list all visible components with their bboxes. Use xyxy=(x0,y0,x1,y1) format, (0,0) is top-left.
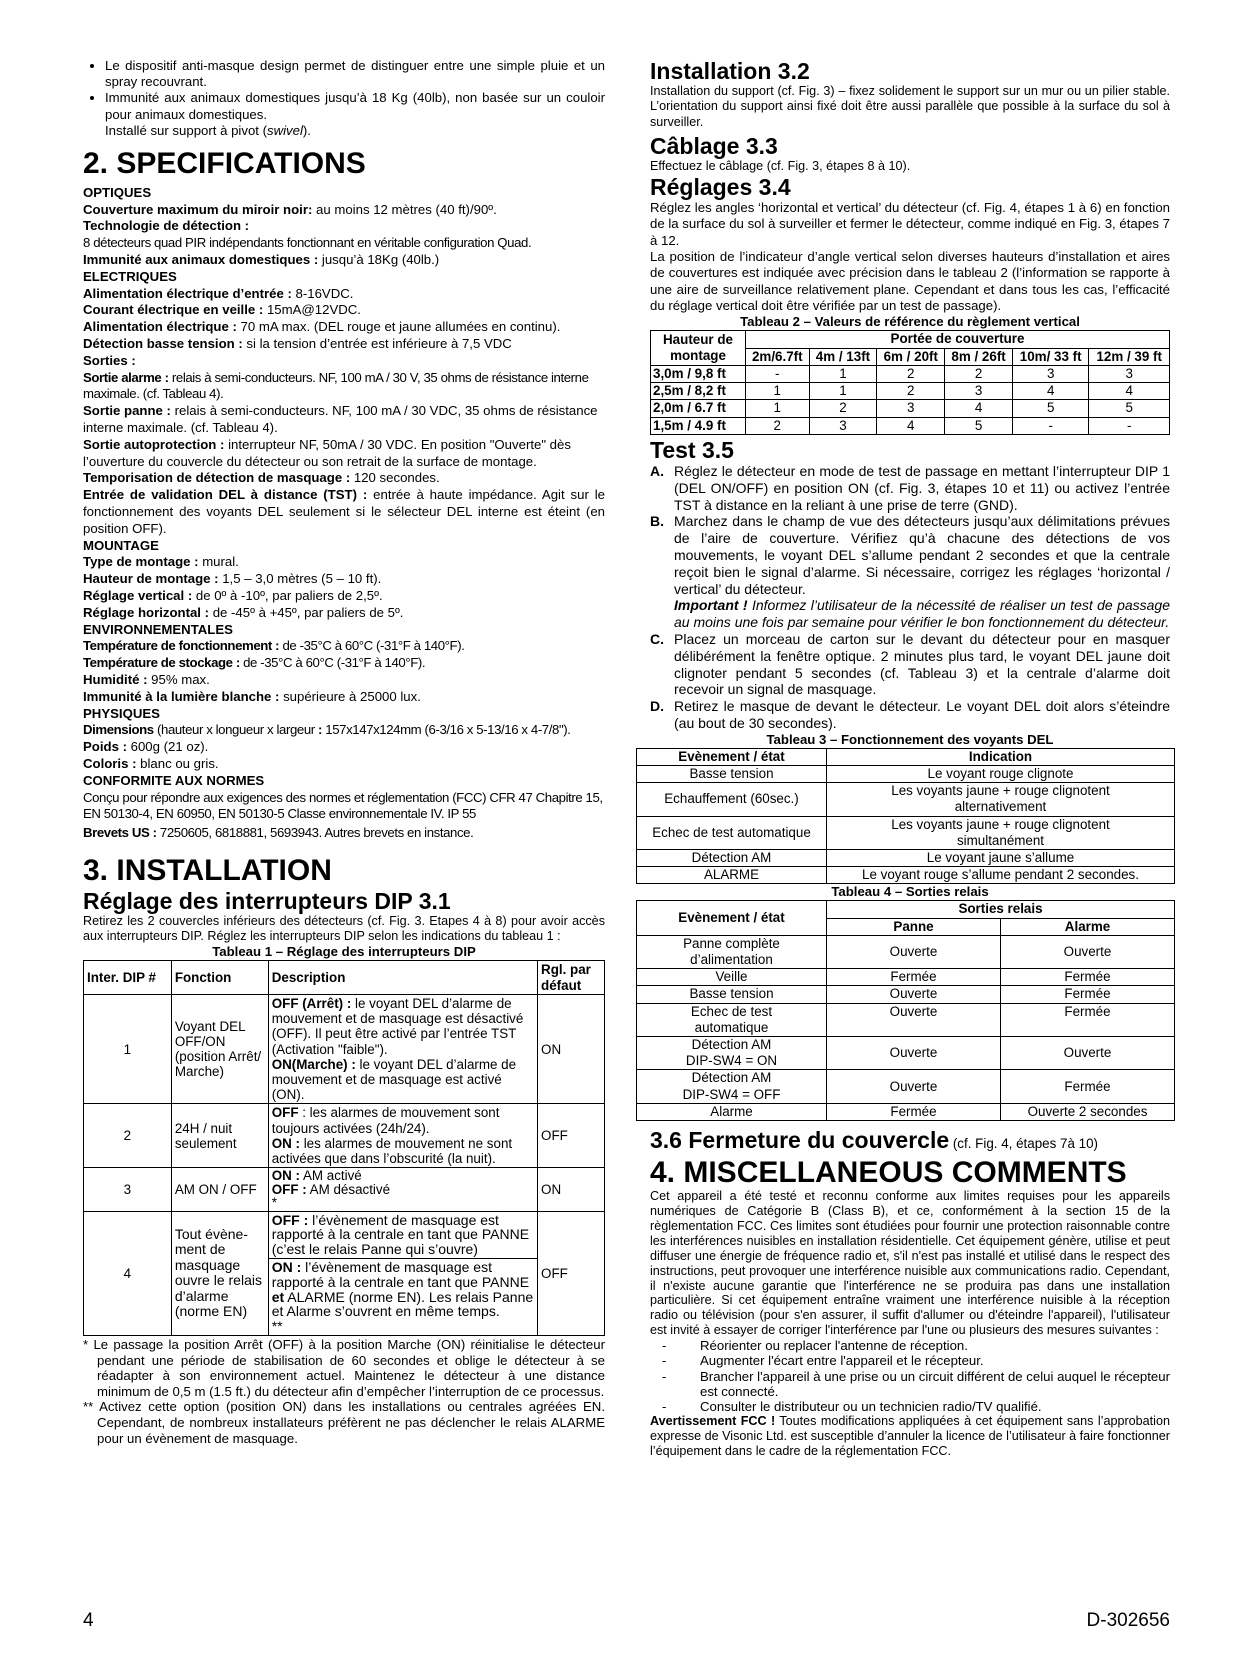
table-cell: Echauffement (60sec.) xyxy=(637,783,827,816)
table-row xyxy=(651,365,1170,382)
test-step-c xyxy=(650,631,1170,698)
table-cell xyxy=(268,1168,537,1212)
table-cell: Détection AM DIP-SW4 = ON xyxy=(637,1037,827,1070)
installation-32-text: Installation du support (cf. Fig. 3) – fixez solidement le support sur un mur ou un pilier stable. L’orientation du support ainsi fixé doit être aussi parallèle que possible à la surface du sol à surveiller. xyxy=(650,84,1170,129)
table-cell: 24H / nuit seulement xyxy=(171,1104,268,1168)
row-header: 2,0m / 6.7 ft xyxy=(651,400,746,417)
table-row xyxy=(637,935,1175,968)
table-cell xyxy=(268,1104,537,1168)
table-cell: ON xyxy=(538,994,605,1103)
table4-caption: Tableau 4 – Sorties relais xyxy=(831,884,989,900)
table-row xyxy=(637,969,1175,986)
table-cell: 5 xyxy=(1089,400,1170,417)
header-cell: Alarme xyxy=(1001,918,1175,935)
table-cell: Ouverte xyxy=(1001,1037,1175,1070)
dip-table xyxy=(83,960,605,1336)
spec-group-optiques: OPTIQUES xyxy=(83,184,152,200)
spec-horizontal-adjust xyxy=(83,605,605,622)
step-letter: B. xyxy=(650,513,664,530)
dash-marker: - xyxy=(662,1338,667,1354)
cell-bold: et xyxy=(271,1288,285,1305)
table-cell: 2 xyxy=(877,383,945,400)
spec-colon: : xyxy=(318,722,323,738)
list-item: • Le dispositif anti-masque design permet de distinguer entre une simple pluie et un spray recouvrant. xyxy=(105,58,605,90)
table-cell: Les voyants jaune + rouge clignotent simultanément xyxy=(827,816,1175,849)
spec-label: Sortie autoprotection : xyxy=(83,436,225,452)
step-letter: C. xyxy=(650,631,664,648)
spec-label: Réglage horizontal : xyxy=(83,604,210,620)
spec-label: Sortie alarme : xyxy=(83,369,169,385)
table-cell: - xyxy=(1089,417,1170,434)
table-cell: Panne complète d’alimentation xyxy=(637,935,827,968)
spec-mount-height xyxy=(83,571,605,588)
table-cell: Le voyant rouge clignote xyxy=(827,766,1175,783)
cover-closing-title: 3.6 Fermeture du couvercle xyxy=(650,1127,950,1154)
table-row xyxy=(84,1211,605,1335)
table-cell: Voyant DEL OFF/ON (position Arrêt/ Marche) xyxy=(171,994,268,1103)
measure-text: Augmenter l'écart entre l'appareil et le récepteur. xyxy=(700,1353,984,1369)
spec-power xyxy=(83,319,605,336)
measure-text: Consulter le distributeur ou un technicien radio/TV qualifié. xyxy=(700,1398,1042,1414)
table-cell: 1 xyxy=(84,994,172,1103)
cell-bold: OFF : xyxy=(271,1211,309,1228)
important-label: Important ! xyxy=(674,597,748,614)
table-cell: OFF xyxy=(538,1211,605,1335)
spec-value: blanc ou gris. xyxy=(136,755,219,771)
table-cell: Ouverte xyxy=(827,935,1001,968)
spec-mask-delay xyxy=(83,470,605,487)
table-row xyxy=(637,867,1175,884)
header-cell: Description xyxy=(268,961,537,994)
dash-marker: - xyxy=(662,1353,667,1369)
table-row xyxy=(651,417,1170,434)
list-item xyxy=(650,1399,1170,1414)
table-cell: Le voyant rouge s’allume pendant 2 secondes. xyxy=(827,867,1175,884)
swivel-text: Installé sur support à pivot ( xyxy=(105,122,267,138)
table-header-row xyxy=(84,961,605,994)
spec-value: de 0º à -10º, par paliers de 2,5º. xyxy=(192,587,383,603)
spec-label: Alimentation électrique : xyxy=(83,319,237,335)
header-cell: 12m / 39 ft xyxy=(1089,348,1170,365)
cell-text: AM désactivé xyxy=(306,1181,391,1197)
spec-label: Hauteur de montage : xyxy=(83,571,219,587)
table-cell: Basse tension xyxy=(637,986,827,1003)
test-heading: Test 3.5 xyxy=(650,437,734,464)
table-row xyxy=(637,1037,1175,1070)
table2-caption: Tableau 2 – Valeurs de référence du règlement vertical xyxy=(740,314,1080,330)
spec-input-power xyxy=(83,286,605,303)
table-cell: Ouverte xyxy=(827,1003,1001,1036)
row-header: 3,0m / 9,8 ft xyxy=(651,365,746,382)
table-cell: 4 xyxy=(84,1211,172,1335)
spec-patents xyxy=(83,825,605,842)
table-header-row xyxy=(637,901,1175,918)
spec-heading: 2. SPECIFICATIONS xyxy=(83,146,366,180)
important-text: Informez l’utilisateur de la nécessité de réaliser un test de passage au moins une fois par semaine pour vérifier le bon fonctionnement du détecteur. xyxy=(674,597,1170,631)
table-cell: Détection AM xyxy=(637,850,827,867)
table-cell: 3 xyxy=(877,400,945,417)
measure-text: Réorienter ou replacer l'antenne de réception. xyxy=(700,1338,968,1354)
table-cell: 2 xyxy=(84,1104,172,1168)
table-header-row xyxy=(637,748,1175,765)
table-cell: Ouverte 2 secondes xyxy=(1001,1103,1175,1120)
spec-weight xyxy=(83,739,605,756)
relay-table xyxy=(636,900,1175,1121)
header-cell: 8m / 26ft xyxy=(945,348,1013,365)
swivel-end: ). xyxy=(302,122,311,138)
cover-closing-ref: (cf. Fig. 4, étapes 7à 10) xyxy=(949,1136,1098,1152)
header-cell: Inter. DIP # xyxy=(84,961,172,994)
table-row xyxy=(637,986,1175,1003)
spec-label: Courant électrique en veille : xyxy=(83,302,264,318)
header-cell: 2m/6.7ft xyxy=(746,348,810,365)
test-step-a xyxy=(650,463,1170,513)
cabling-heading: Câblage 3.3 xyxy=(650,132,778,159)
spec-op-temp xyxy=(83,638,605,655)
table-row xyxy=(84,994,605,1103)
footnote-2 xyxy=(83,1399,605,1446)
installation-heading: 3. INSTALLATION xyxy=(83,853,332,887)
table-cell: Fermée xyxy=(827,1103,1001,1120)
header-cell: Evènement / état xyxy=(637,901,827,935)
dash-marker: - xyxy=(662,1368,667,1384)
spec-label: Humidité : xyxy=(83,671,148,687)
spec-conformity: Conçu pour répondre aux exigences des normes et réglementation (FCC) CFR 47 Chapitre 15, EN 50130-4, EN 60950, EN 50130-5 Classe environnementale IV. IP 55 xyxy=(83,789,603,822)
spec-value: si la tension d’entrée est inférieure à 7,5 VDC xyxy=(242,335,512,351)
table-cell: Détection AM DIP-SW4 = OFF xyxy=(637,1070,827,1103)
dip4-on-block xyxy=(269,1259,537,1335)
table-cell: 1 xyxy=(746,400,810,417)
cover-closing-heading xyxy=(650,1127,1170,1157)
fcc-warning-text: Toutes modifications appliquées à cet équipement sans l’approbation expresse de Visonic Ltd. est susceptible d’annuler la licence de l’utilisateur à faire fonctionner l’équipement dans le cadre de la réglementation FCC. xyxy=(650,1414,1170,1458)
table-cell: ON xyxy=(538,1168,605,1212)
spec-tech-value: 8 détecteurs quad PIR indépendants fonctionnant en véritable configuration Quad. xyxy=(83,235,532,251)
table-cell: Tout évène-ment de masquage ouvre le relais d’alarme (norme EN) xyxy=(171,1211,268,1335)
footnote-text: Activez cette option (position ON) dans les installations ou centrales agréées EN. Cependant, de nombreux installateurs préfèrent ne pas déclencher le relais ALARME pour un évènement de masquage. xyxy=(97,1399,605,1446)
cell-bold: OFF xyxy=(271,1105,299,1121)
dip4-off-block xyxy=(269,1212,537,1259)
table-row xyxy=(637,850,1175,867)
table-row xyxy=(651,383,1170,400)
spec-low-voltage xyxy=(83,336,605,353)
cell-bold: ON : xyxy=(271,1259,302,1276)
table-cell: Alarme xyxy=(637,1103,827,1120)
footnote-marker: * xyxy=(271,1195,277,1211)
header-cell: 6m / 20ft xyxy=(877,348,945,365)
dip-heading: Réglage des interrupteurs DIP 3.1 xyxy=(83,887,451,914)
table-row xyxy=(651,400,1170,417)
header-cell: Evènement / état xyxy=(637,748,827,765)
spec-outputs-label: Sorties : xyxy=(83,352,136,368)
table-header-row xyxy=(651,331,1170,348)
table-row xyxy=(637,1103,1175,1120)
cell-bold: ON(Marche) : xyxy=(271,1056,356,1072)
spec-value: 70 mA max. (DEL rouge et jaune allumées en continu). xyxy=(236,319,561,335)
fcc-warning-label: Avertissement FCC ! xyxy=(650,1414,776,1429)
cell-text: les alarmes de mouvement ne sont activées que dans l’obscurité (la nuit). xyxy=(271,1135,513,1166)
header-cell: 10m/ 33 ft xyxy=(1013,348,1089,365)
footnote-marker: ** xyxy=(271,1318,283,1335)
row-header: 1,5m / 4.9 ft xyxy=(651,417,746,434)
right-column xyxy=(650,58,1170,1459)
cell-bold: OFF : xyxy=(271,1181,307,1197)
table-cell: Ouverte xyxy=(827,986,1001,1003)
spec-value: de -35°C à 60°C (-31°F à 140°F). xyxy=(279,638,465,654)
spec-value: 157x147x124mm (6-3/16 x 5-13/16 x 4-7/8"). xyxy=(322,722,571,738)
spec-alarm-output xyxy=(83,370,605,404)
table-cell: 3 xyxy=(84,1168,172,1212)
table-cell: Fermée xyxy=(1001,986,1175,1003)
table3-caption: Tableau 3 – Fonctionnement des voyants DEL xyxy=(766,731,1054,747)
table-cell: 4 xyxy=(877,417,945,434)
spec-value: 95% max. xyxy=(147,671,210,687)
table-cell: Les voyants jaune + rouge clignotent alternativement xyxy=(827,783,1175,816)
table-row xyxy=(637,783,1175,816)
led-table xyxy=(636,748,1175,885)
table-cell: AM ON / OFF xyxy=(171,1168,268,1212)
table-cell: Fermée xyxy=(1001,969,1175,986)
footnote-marker: ** xyxy=(83,1399,94,1415)
spec-value: relais à semi-conducteurs. NF, 100 mA / 30 V, 35 ohms de résistance interne maximale. (cf. Tableau 4). xyxy=(83,369,589,402)
spec-value: entrée à haute impédance. Agit sur le fonctionnement des voyants DEL seulement si le sélecteur DEL interne est éteint (en position OFF). xyxy=(83,487,605,536)
swivel-note xyxy=(83,123,605,139)
misc-measures xyxy=(650,1338,1170,1414)
table-row xyxy=(637,1070,1175,1103)
spec-value: 15mA@12VDC. xyxy=(263,302,361,318)
table-cell: Veille xyxy=(637,969,827,986)
spec-value: supérieure à 25000 lux. xyxy=(279,688,421,704)
spec-label: Alimentation électrique d’entrée : xyxy=(83,285,292,301)
spec-label: Temporisation de détection de masquage : xyxy=(83,470,351,486)
dip-intro: Retirez les 2 couvercles inférieurs des détecteurs (cf. Fig. 3. Etapes 4 à 8) pour avoir accès aux interrupteurs DIP. Réglez les interrupteurs DIP selon les indications du tableau 1 : xyxy=(83,913,605,944)
spec-group-mountage: MOUNTAGE xyxy=(83,537,159,553)
intro-bullets xyxy=(83,58,605,123)
table-cell xyxy=(268,994,537,1103)
spec-trouble-output xyxy=(83,403,605,437)
footnote-marker: * xyxy=(83,1337,89,1352)
table-cell: 3 xyxy=(809,417,877,434)
header-cell: Fonction xyxy=(171,961,268,994)
table-cell: Fermée xyxy=(1001,1070,1175,1103)
cell-text: le voyant DEL d’alarme de mouvement et de masquage est activé (ON). xyxy=(271,1056,517,1103)
table-cell: 3 xyxy=(945,383,1013,400)
spec-color xyxy=(83,756,605,773)
spec-section xyxy=(83,185,605,842)
spec-value: mural. xyxy=(198,554,239,570)
table-row xyxy=(84,1168,605,1212)
table-cell: 2 xyxy=(877,365,945,382)
step-text: Réglez le détecteur en mode de test de passage en mettant l’interrupteur DIP 1 (DEL ON/OFF) en position ON (cf. Fig. 3, étapes 10 et 11) ou activez l’entrée TST à distance en la reliant à une prise de terre (GND). xyxy=(674,463,1170,513)
header-cell: Rgl. par défaut xyxy=(538,961,605,994)
cabling-text: Effectuez le câblage (cf. Fig. 3, étapes 8 à 10). xyxy=(650,158,911,173)
header-cell: Indication xyxy=(827,748,1175,765)
spec-label: Sortie panne : xyxy=(83,403,171,419)
table-cell: 4 xyxy=(1089,383,1170,400)
table-cell: Ouverte xyxy=(1001,935,1175,968)
spec-value: 600g (21 oz). xyxy=(126,739,209,755)
table-cell: Fermée xyxy=(1001,1003,1175,1036)
table-cell: 2 xyxy=(746,417,810,434)
spec-humidity xyxy=(83,672,605,689)
cell-text: l’évènement de masquage est rapporté à la centrale en tant que PANNE xyxy=(271,1259,530,1290)
swivel-em: swivel xyxy=(267,122,303,138)
table1-caption: Tableau 1 – Réglage des interrupteurs DIP xyxy=(212,944,476,960)
cell-text: l’évènement de masquage est rapporté à la centrale en tant que PANNE (c’est le relais Panne qui s’ouvre) xyxy=(271,1211,530,1258)
spec-value: de -35°C à 60°C (-31°F à 140°F). xyxy=(239,655,426,671)
spec-standby xyxy=(83,302,605,319)
measure-text: Brancher l'appareil à une prise ou un circuit différent de celui auquel le récepteur est connecté. xyxy=(700,1368,1170,1399)
table-row xyxy=(637,816,1175,849)
spec-label: Température de stockage : xyxy=(83,655,240,671)
table-cell: Le voyant jaune s’allume xyxy=(827,850,1175,867)
table-cell: - xyxy=(1013,417,1089,434)
spec-white-light xyxy=(83,689,605,706)
step-text: Marchez dans le champ de vue des détecteurs jusqu’aux délimitations prévues de l’aire de couverture. Vérifiez qu’à chacune des détections de vos mouvements, le voyant DEL s’allume pendant 2 secondes et que la centrale reçoit bien le signal d’alarme. Si nécessaire, corrigez les réglages ‘horizontal / vertical’ du détecteur. xyxy=(674,513,1170,597)
spec-label: Type de montage : xyxy=(83,554,199,570)
spec-label: Détection basse tension : xyxy=(83,335,243,351)
header-cell: Panne xyxy=(827,918,1001,935)
spec-value: au moins 12 mètres (40 ft)/90º. xyxy=(312,201,497,217)
spec-label: Dimensions xyxy=(83,722,154,738)
cell-text: le voyant DEL d’alarme de mouvement et de masquage est désactivé (OFF). Il peut être activé par l’entrée TST (Activation "faible"). xyxy=(271,995,524,1057)
spec-dimensions xyxy=(83,722,605,739)
table-row xyxy=(637,1003,1175,1036)
table-cell: Echec de test automatique xyxy=(637,1003,827,1036)
spec-value: de -45º à +45º, par paliers de 5º. xyxy=(209,604,404,620)
step-text: Placez un morceau de carton sur le devant du détecteur pour en masquer délibérément la fenêtre optique. 2 minutes plus tard, le voyant DEL jaune doit clignoter pendant 5 secondes (cf. Tableau 3) et la centrale d’alarme doit recevoir un signal de masquage. xyxy=(674,631,1170,698)
spec-value: 120 secondes. xyxy=(350,470,440,486)
list-item xyxy=(650,1338,1170,1353)
table-cell: 3 xyxy=(1089,365,1170,382)
adjustments-heading: Réglages 3.4 xyxy=(650,174,791,201)
spec-label: Brevets US : xyxy=(83,825,157,841)
cell-bold: ON : xyxy=(271,1168,300,1184)
spec-label: Couverture maximum du miroir noir: xyxy=(83,201,313,217)
installation-32-heading: Installation 3.2 xyxy=(650,58,810,84)
row-header: 2,5m / 8,2 ft xyxy=(651,383,746,400)
spec-tst-input xyxy=(83,487,605,537)
test-steps xyxy=(650,463,1170,732)
footnotes xyxy=(83,1337,605,1446)
spec-group-phys: PHYSIQUES xyxy=(83,705,160,721)
step-letter: A. xyxy=(650,463,664,480)
cell-bold: ON : xyxy=(271,1135,300,1151)
spec-value: 8-16VDC. xyxy=(291,285,354,301)
list-item: • Immunité aux animaux domestiques jusqu’à 18 Kg (40lb), non basée sur un couloir pour animaux domestiques. xyxy=(105,90,605,122)
table-cell: Ouverte xyxy=(827,1070,1001,1103)
spec-group-electriques: ELECTRIQUES xyxy=(83,268,177,284)
header-cell: Sorties relais xyxy=(827,901,1175,918)
table-cell: 1 xyxy=(809,365,877,382)
table-cell: Fermée xyxy=(827,969,1001,986)
footnote-1 xyxy=(83,1337,605,1399)
table-cell: 2 xyxy=(945,365,1013,382)
test-step-b xyxy=(650,513,1170,631)
spec-value: (hauteur x longueur x largeur xyxy=(153,722,319,738)
cell-text: ALARME (norme EN). Les relais Panne et Alarme s’ouvrent en même temps. xyxy=(271,1288,534,1320)
spec-storage-temp xyxy=(83,655,605,672)
table-cell: - xyxy=(746,365,810,382)
table-cell: Echec de test automatique xyxy=(637,816,827,849)
table-cell: OFF xyxy=(538,1104,605,1168)
spec-label: Réglage vertical : xyxy=(83,587,193,603)
spec-group-env: ENVIRONNEMENTALES xyxy=(83,621,233,637)
table-row xyxy=(84,1104,605,1168)
cell-text: : les alarmes de mouvement sont toujours activées (24h/24). xyxy=(271,1105,500,1136)
spec-vertical-adjust xyxy=(83,588,605,605)
vertical-reference-table xyxy=(650,330,1170,435)
misc-heading: 4. MISCELLANEOUS COMMENTS xyxy=(650,1156,1127,1190)
page-number: 4 xyxy=(83,1610,94,1631)
spec-tamper-output xyxy=(83,437,605,471)
table-cell: Basse tension xyxy=(637,766,827,783)
header-cell: Hauteur de montage xyxy=(651,331,746,366)
document-code: D-302656 xyxy=(1086,1610,1170,1631)
cell-bold: OFF (Arrêt) : xyxy=(271,995,352,1011)
spec-tech-label: Technologie de détection : xyxy=(83,218,250,234)
table-cell: 3 xyxy=(1013,365,1089,382)
step-text: Retirez le masque de devant le détecteur. Le voyant DEL doit alors s’éteindre (au bout de 30 secondes). xyxy=(674,698,1170,731)
spec-mount-type xyxy=(83,554,605,571)
table-cell: 4 xyxy=(1013,383,1089,400)
table-cell: 2 xyxy=(809,400,877,417)
spec-value: interrupteur NF, 50mA / 30 VDC. En position "Ouverte" dès l’ouverture du couvercle du détecteur ou son retrait de la surface de montage. xyxy=(83,436,571,469)
table-cell: Ouverte xyxy=(827,1037,1001,1070)
table-cell: ALARME xyxy=(637,867,827,884)
misc-text: Cet appareil a été testé et reconnu conforme aux limites requises pour les appareils numériques de Catégorie B (Class B), et ce, conformément à la section 15 de la règlementation FCC. Ces limites sont étudiées pour fournir une protection raisonnable contre les interférences nuisibles en installation résidentielle. Cet équipement génère, utilise et peut diffuser une énergie de fréquence radio et, s'il n'est pas installé et utilisé dans le respect des instructions, peut provoquer une interférence nuisible aux communications radio. Cependant, il n'existe aucune garantie que l'interférence ne se produira pas dans une installation particulière. Si cet équipement entraîne vraiment une interférence nuisible à la réception radio ou télévision (pour s'en assurer, il suffit d'allumer ou d'éteindre l'appareil), l'utilisateur est invité à essayer de corriger l'interférence par l'une ou plusieurs des mesures suivantes : xyxy=(650,1189,1170,1338)
spec-coverage xyxy=(83,202,605,219)
dash-marker: - xyxy=(662,1398,667,1414)
spec-pet xyxy=(83,252,605,269)
fcc-warning xyxy=(650,1414,1170,1459)
table-cell: 5 xyxy=(945,417,1013,434)
step-letter: D. xyxy=(650,698,664,715)
cell-text: AM activé xyxy=(299,1168,362,1184)
spec-value: 7250605, 6818881, 5693943. Autres brevets en instance. xyxy=(156,825,474,841)
spec-group-conformity: CONFORMITE AUX NORMES xyxy=(83,772,265,788)
table-row xyxy=(637,766,1175,783)
spec-value: 1,5 – 3,0 mètres (5 – 10 ft). xyxy=(218,571,382,587)
spec-label: Immunité aux animaux domestiques : xyxy=(83,252,319,267)
table-cell: 1 xyxy=(746,383,810,400)
adjustments-text-1: Réglez les angles ‘horizontal et vertical’ du détecteur (cf. Fig. 4, étapes 1 à 6) en fonction de la surface du sol à surveiller et fermer le détecteur, comme indiqué en Fig. 3, étapes 7 à 12. xyxy=(650,200,1170,248)
list-item xyxy=(650,1353,1170,1368)
spec-label: Coloris : xyxy=(83,755,137,771)
header-cell: Portée de couverture xyxy=(746,331,1170,348)
header-cell: 4m / 13ft xyxy=(809,348,877,365)
spec-label: Poids : xyxy=(83,739,127,755)
spec-label: Entrée de validation DEL à distance (TST) : xyxy=(83,487,368,503)
adjustments-text-2: La position de l’indicateur d’angle vertical selon diverses hauteurs d’installation et aires de couvertures est indiquée avec précision dans le tableau 2 (l’information se rapporte à une aire de surveillance relativement plane. Cependant et dans tous les cas, l’efficacité du réglage vertical doit être vérifiée par un test de passage). xyxy=(650,249,1170,313)
spec-value: relais à semi-conducteurs. NF, 100 mA / 30 VDC, 35 ohms de résistance interne maximale. (cf. Tableau 4). xyxy=(83,403,598,435)
footnote-text: Le passage la position Arrêt (OFF) à la position Marche (ON) réinitialise le détecteur pendant une période de stabilisation de 60 secondes et oblige le détecteur à se réadapter à son environnement actuel. Maintenez le détecteur à une distance minimum de 0,5 m (1.5 ft.) du détecteur afin d’empêcher l’interruption de ce processus. xyxy=(93,1337,605,1399)
spec-label: Température de fonctionnement : xyxy=(83,638,280,654)
spec-value: jusqu’à 18Kg (40lb.) xyxy=(318,252,440,267)
table-cell xyxy=(268,1211,537,1335)
left-column xyxy=(83,58,605,1446)
test-step-d xyxy=(650,698,1170,732)
spec-label: Immunité à la lumière blanche : xyxy=(83,688,280,704)
table-cell: 5 xyxy=(1013,400,1089,417)
table-cell: 4 xyxy=(945,400,1013,417)
list-item xyxy=(650,1369,1170,1399)
table-cell: 1 xyxy=(809,383,877,400)
